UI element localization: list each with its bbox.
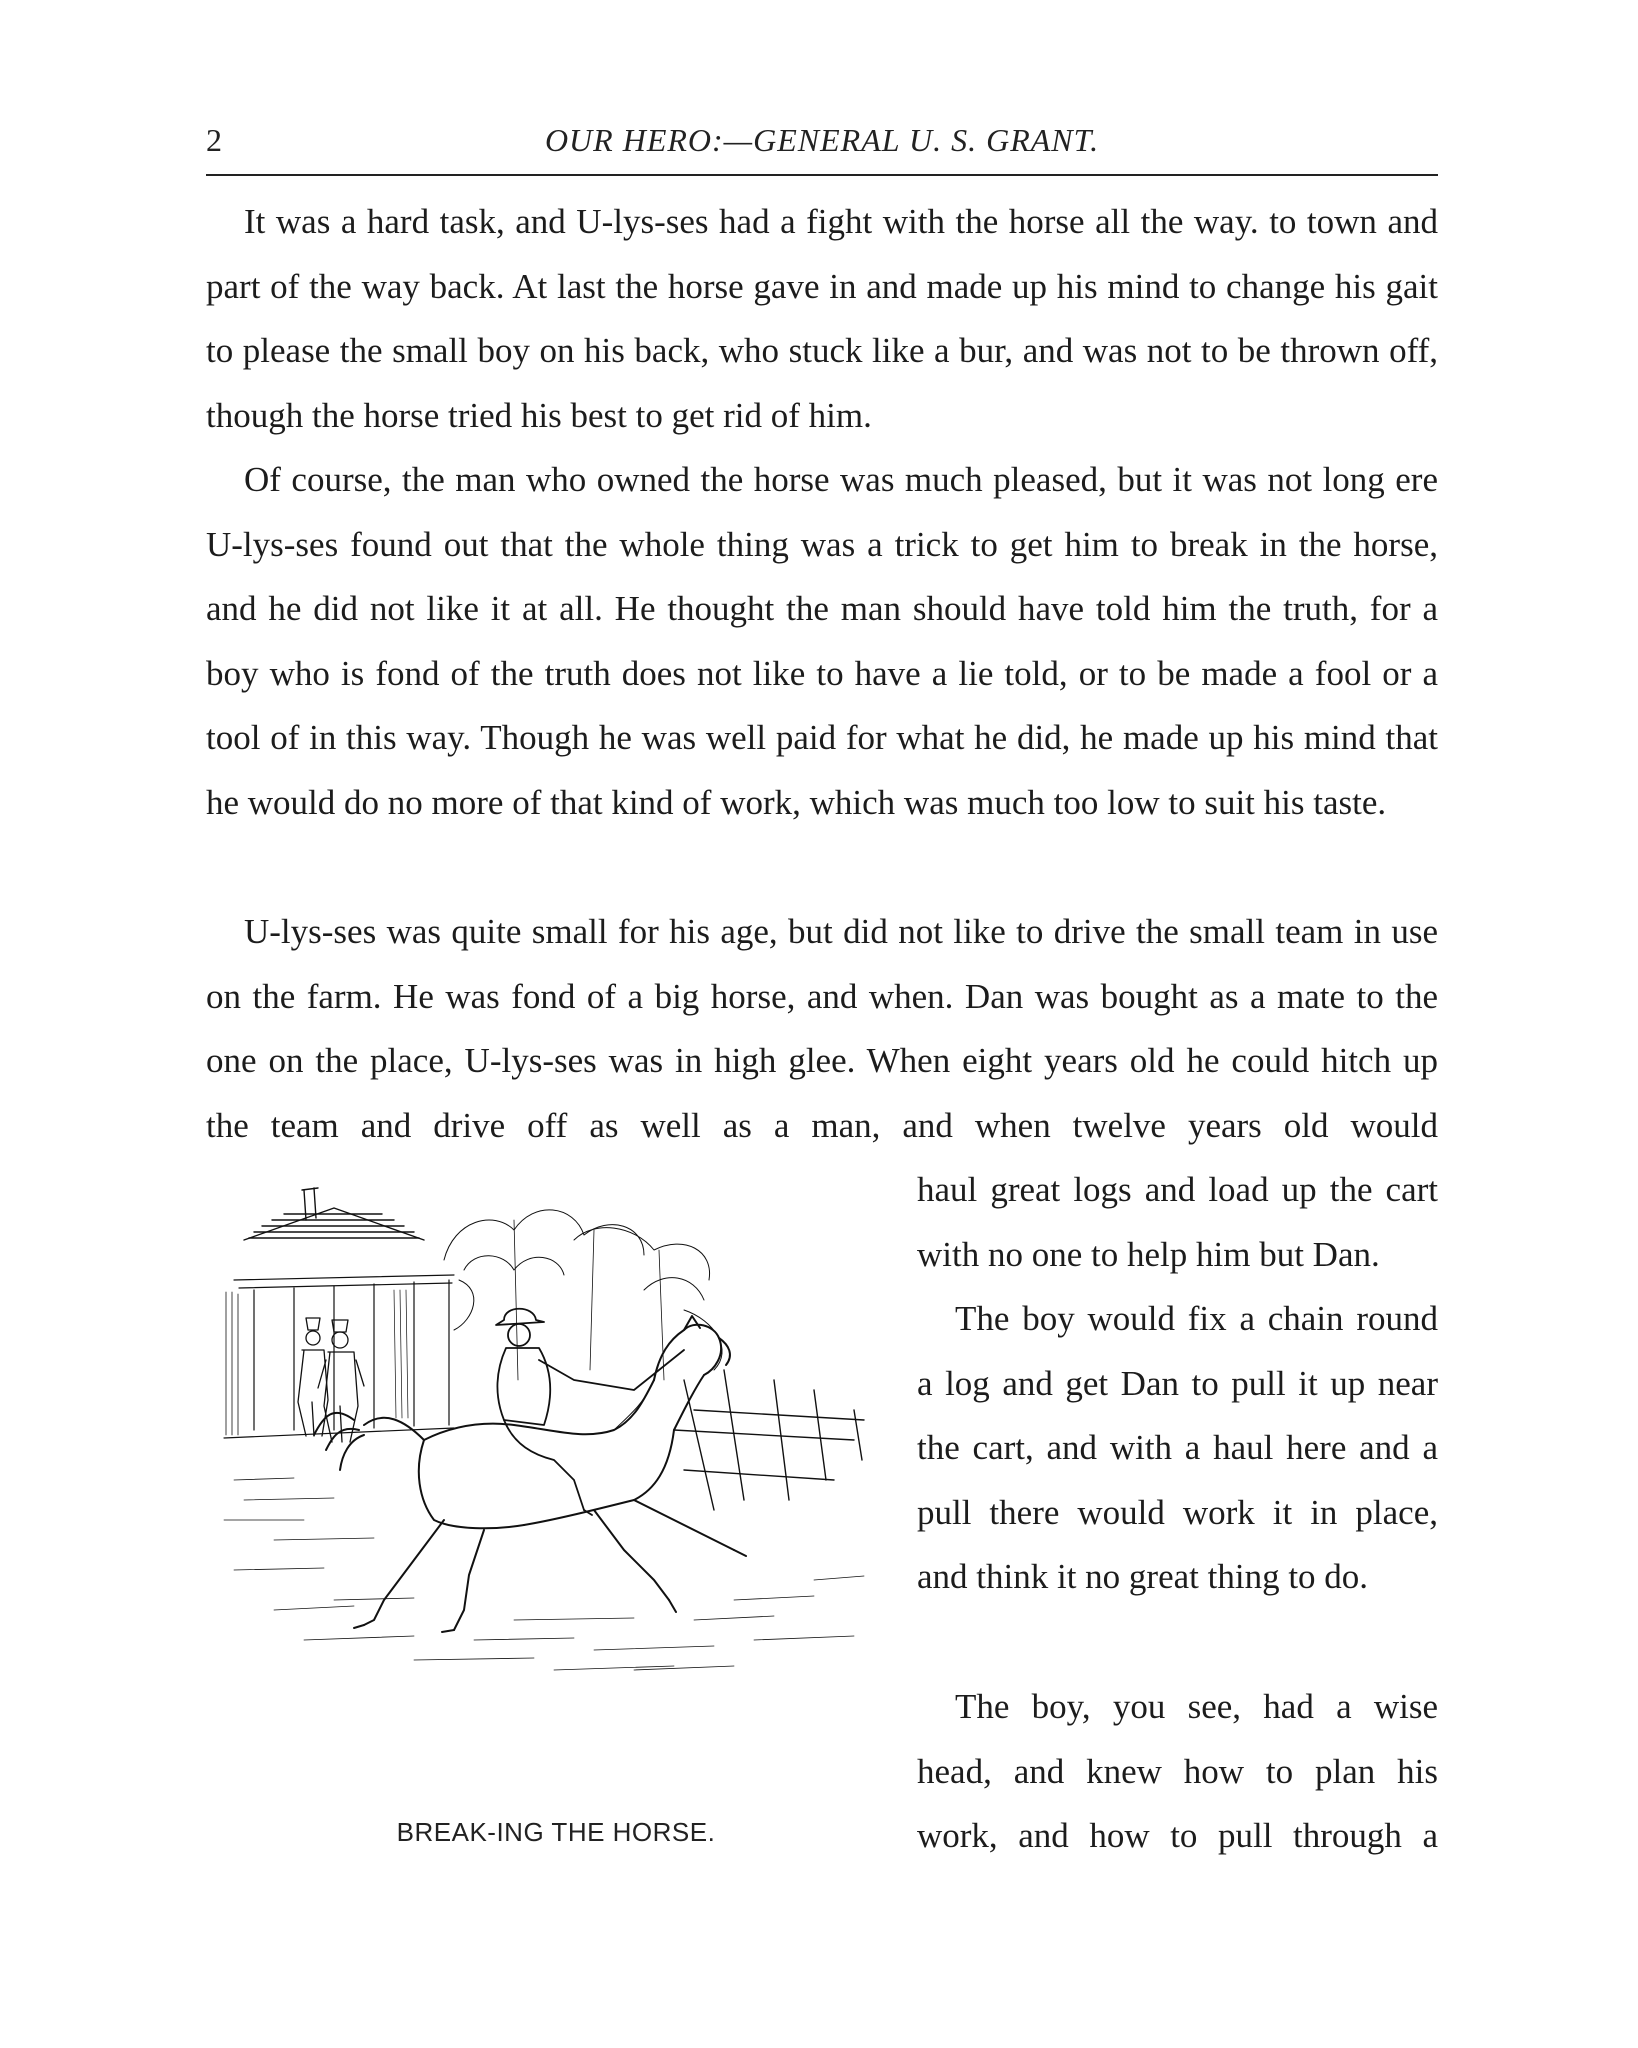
page-number: 2 [206, 122, 222, 158]
paragraph-5: The boy, you see, had a wise head, and knew how to plan his work, and how to pull through a [917, 1687, 1438, 1856]
paragraph-3-continued: haul great logs and load up the cart with no one to help him but Dan. [917, 1170, 1438, 1274]
engraving-horse-rider-icon [214, 1180, 884, 1680]
house-roof [244, 1188, 424, 1240]
running-head [206, 122, 1438, 176]
paragraph-2: Of course, the man who owned the horse was much pleased, but it was not long ere U-lys-ses found out that the whole thing was a trick to get him to break in the horse, and he did not like it at all. He thought the man should have told him the truth, for a boy who is fond of the truth does not like to have a lie told, or to be made a fool or a tool of in this way. Though he was well paid for what he did, he made up his mind that he would do no more of that kind of work, which was much too low to suit his taste. [206, 460, 1438, 822]
paragraph-3: U-lys-ses was quite small for his age, but did not like to drive the small team in use on the farm. He was fond of a big horse, and when. Dan was bought as a mate to the one on the place, U-lys-ses was in high glee. When eight years old he could hitch up the team and drive off as well as a man, and when twelve years old would [206, 912, 1438, 1145]
figure-caption: BREAK-ING THE HORSE. [396, 1817, 716, 1847]
running-title: OUR HERO:—GENERAL U. S. GRANT. [544, 122, 1100, 158]
rail-fence [674, 1370, 864, 1510]
illustration-breaking-horse [214, 1180, 884, 1680]
paragraph-4: The boy would fix a chain round a log and get Dan to pull it up near the cart, and with a haul here and a pull there would work it in place, and think it no great thing to do. [917, 1299, 1438, 1597]
horse [314, 1316, 746, 1632]
rider [496, 1309, 684, 1515]
bystanders [298, 1318, 364, 1442]
trees [444, 1210, 722, 1380]
paragraph-1: It was a hard task, and U-lys-ses had a fight with the horse all the way. to town and part of the way back. At last the horse gave in and made up his mind to change his gait to please the small boy on his back, who stuck like a bur, and was not to be thrown off, though the horse tried his best to get rid of him. [206, 202, 1438, 435]
ground [224, 1478, 864, 1670]
